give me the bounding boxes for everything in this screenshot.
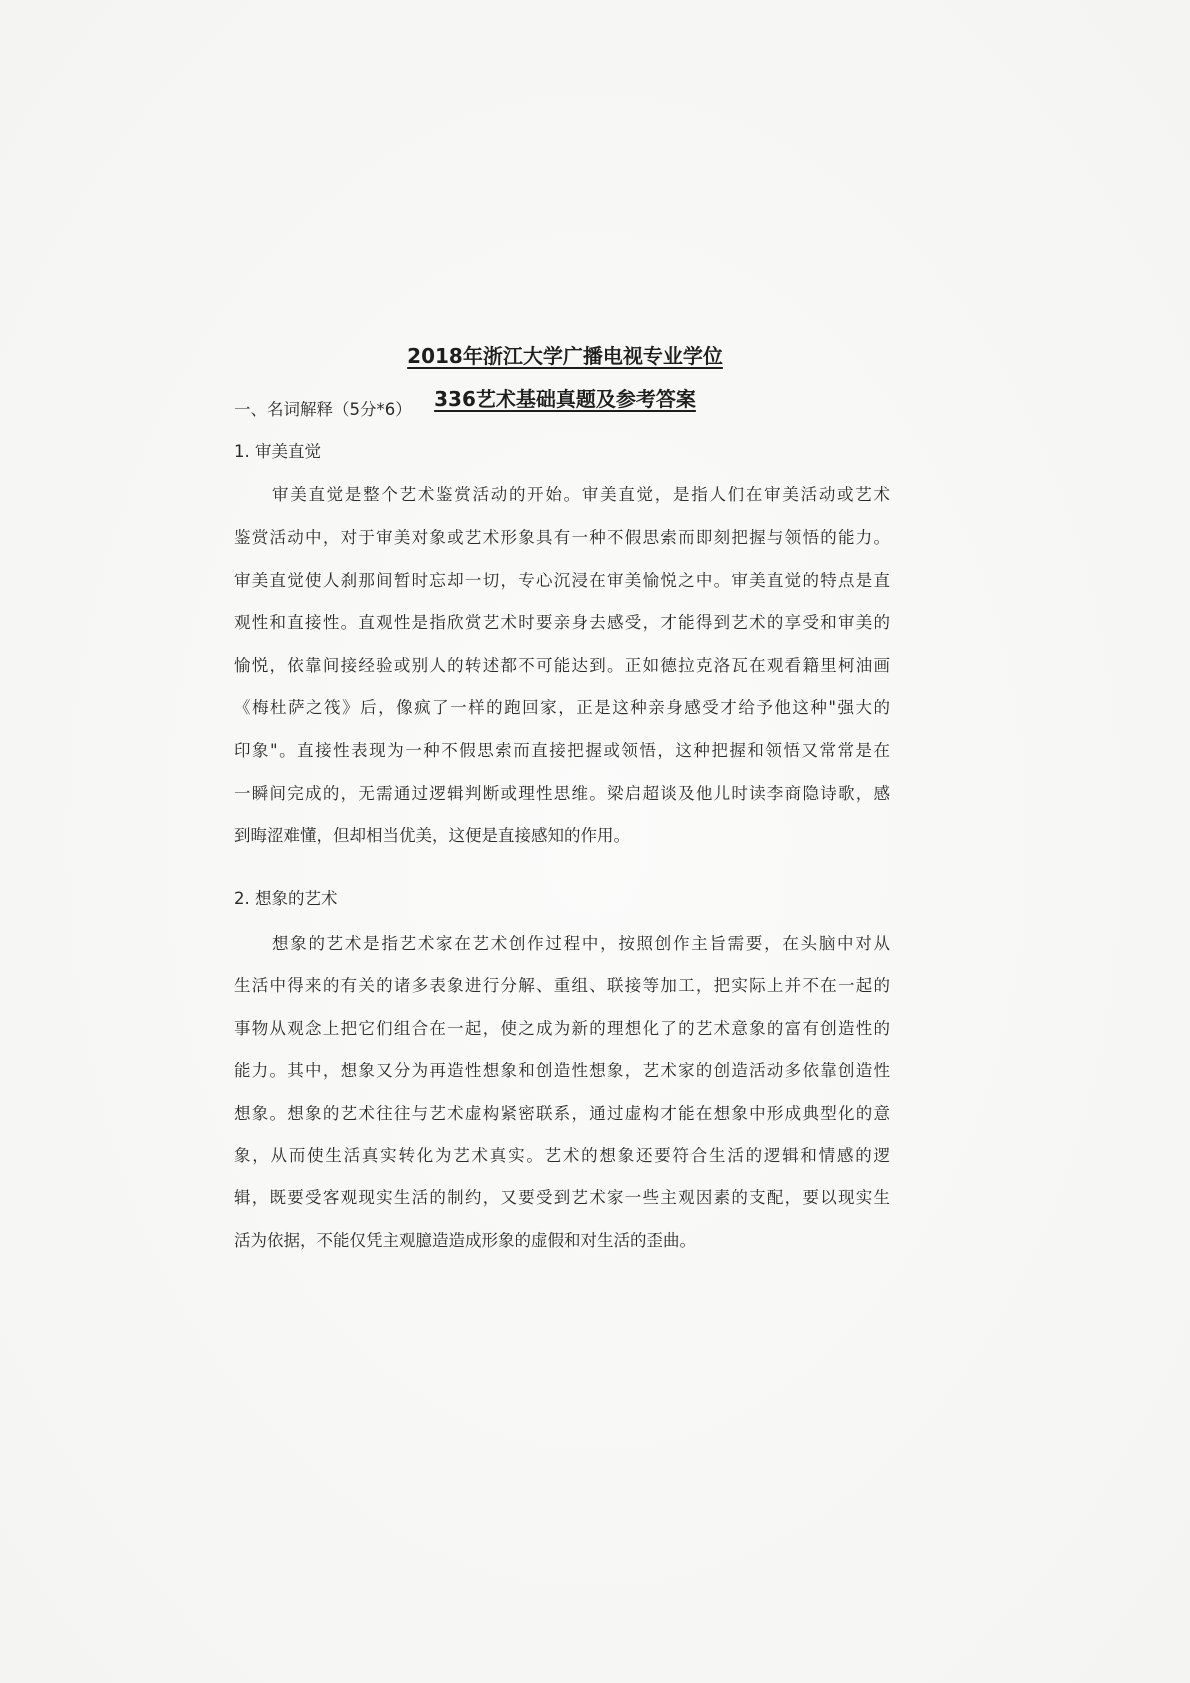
document-title-line-2: 336艺术基础真题及参考答案	[434, 387, 696, 411]
paragraph-line: 想象。想象的艺术往往与艺术虚构紧密联系，通过虚构才能在想象中形成典型化的意	[234, 1104, 890, 1123]
paragraph-line: 观性和直接性。直观性是指欣赏艺术时要亲身去感受，才能得到艺术的享受和审美的	[234, 613, 890, 632]
paragraph-line: 到晦涩难懂，但却相当优美，这便是直接感知的作用。	[234, 826, 630, 845]
paragraph-line: 想象的艺术是指艺术家在艺术创作过程中，按照创作主旨需要，在头脑中对从	[272, 934, 890, 953]
paragraph-line: 愉悦，依靠间接经验或别人的转述都不可能达到。正如德拉克洛瓦在观看籍里柯油画	[234, 656, 890, 675]
paragraph-line: 一瞬间完成的，无需通过逻辑判断或理性思维。梁启超谈及他儿时读李商隐诗歌，感	[234, 784, 890, 803]
paragraph-line: 活为依据，不能仅凭主观臆造造成形象的虚假和对生活的歪曲。	[234, 1231, 696, 1250]
paragraph-line: 生活中得来的有关的诸多表象进行分解、重组、联接等加工，把实际上并不在一起的	[234, 976, 890, 995]
paragraph-line: 《梅杜萨之筏》后，像疯了一样的跑回家，正是这种亲身感受才给予他这种"强大的	[234, 698, 890, 717]
paragraph-line: 印象"。直接性表现为一种不假思索而直接把握或领悟，这种把握和领悟又常常是在	[234, 741, 890, 760]
paragraph-line: 辑，既要受客观现实生活的制约，又要受到艺术家一些主观因素的支配，要以现实生	[234, 1188, 890, 1207]
document-title-line-1: 2018年浙江大学广播电视专业学位	[407, 344, 723, 368]
paragraph-line: 鉴赏活动中，对于审美对象或艺术形象具有一种不假思索而即刻把握与领悟的能力。	[234, 528, 890, 547]
paragraph-line: 审美直觉使人刹那间暂时忘却一切，专心沉浸在审美愉悦之中。审美直觉的特点是直	[234, 571, 890, 590]
paragraph-line: 能力。其中，想象又分为再造性想象和创造性想象，艺术家的创造活动多依靠创造性	[234, 1061, 890, 1080]
paragraph-line: 象，从而使生活真实转化为艺术真实。艺术的想象还要符合生活的逻辑和情感的逻	[234, 1146, 890, 1165]
paragraph-line: 事物从观念上把它们组合在一起，使之成为新的理想化了的艺术意象的富有创造性的	[234, 1019, 890, 1038]
paragraph-line: 审美直觉是整个艺术鉴赏活动的开始。审美直觉，是指人们在审美活动或艺术	[272, 485, 890, 504]
section-heading: 一、名词解释（5分*6）	[234, 400, 412, 419]
item-2-heading: 2. 想象的艺术	[234, 889, 338, 908]
item-1-heading: 1. 审美直觉	[234, 442, 321, 461]
